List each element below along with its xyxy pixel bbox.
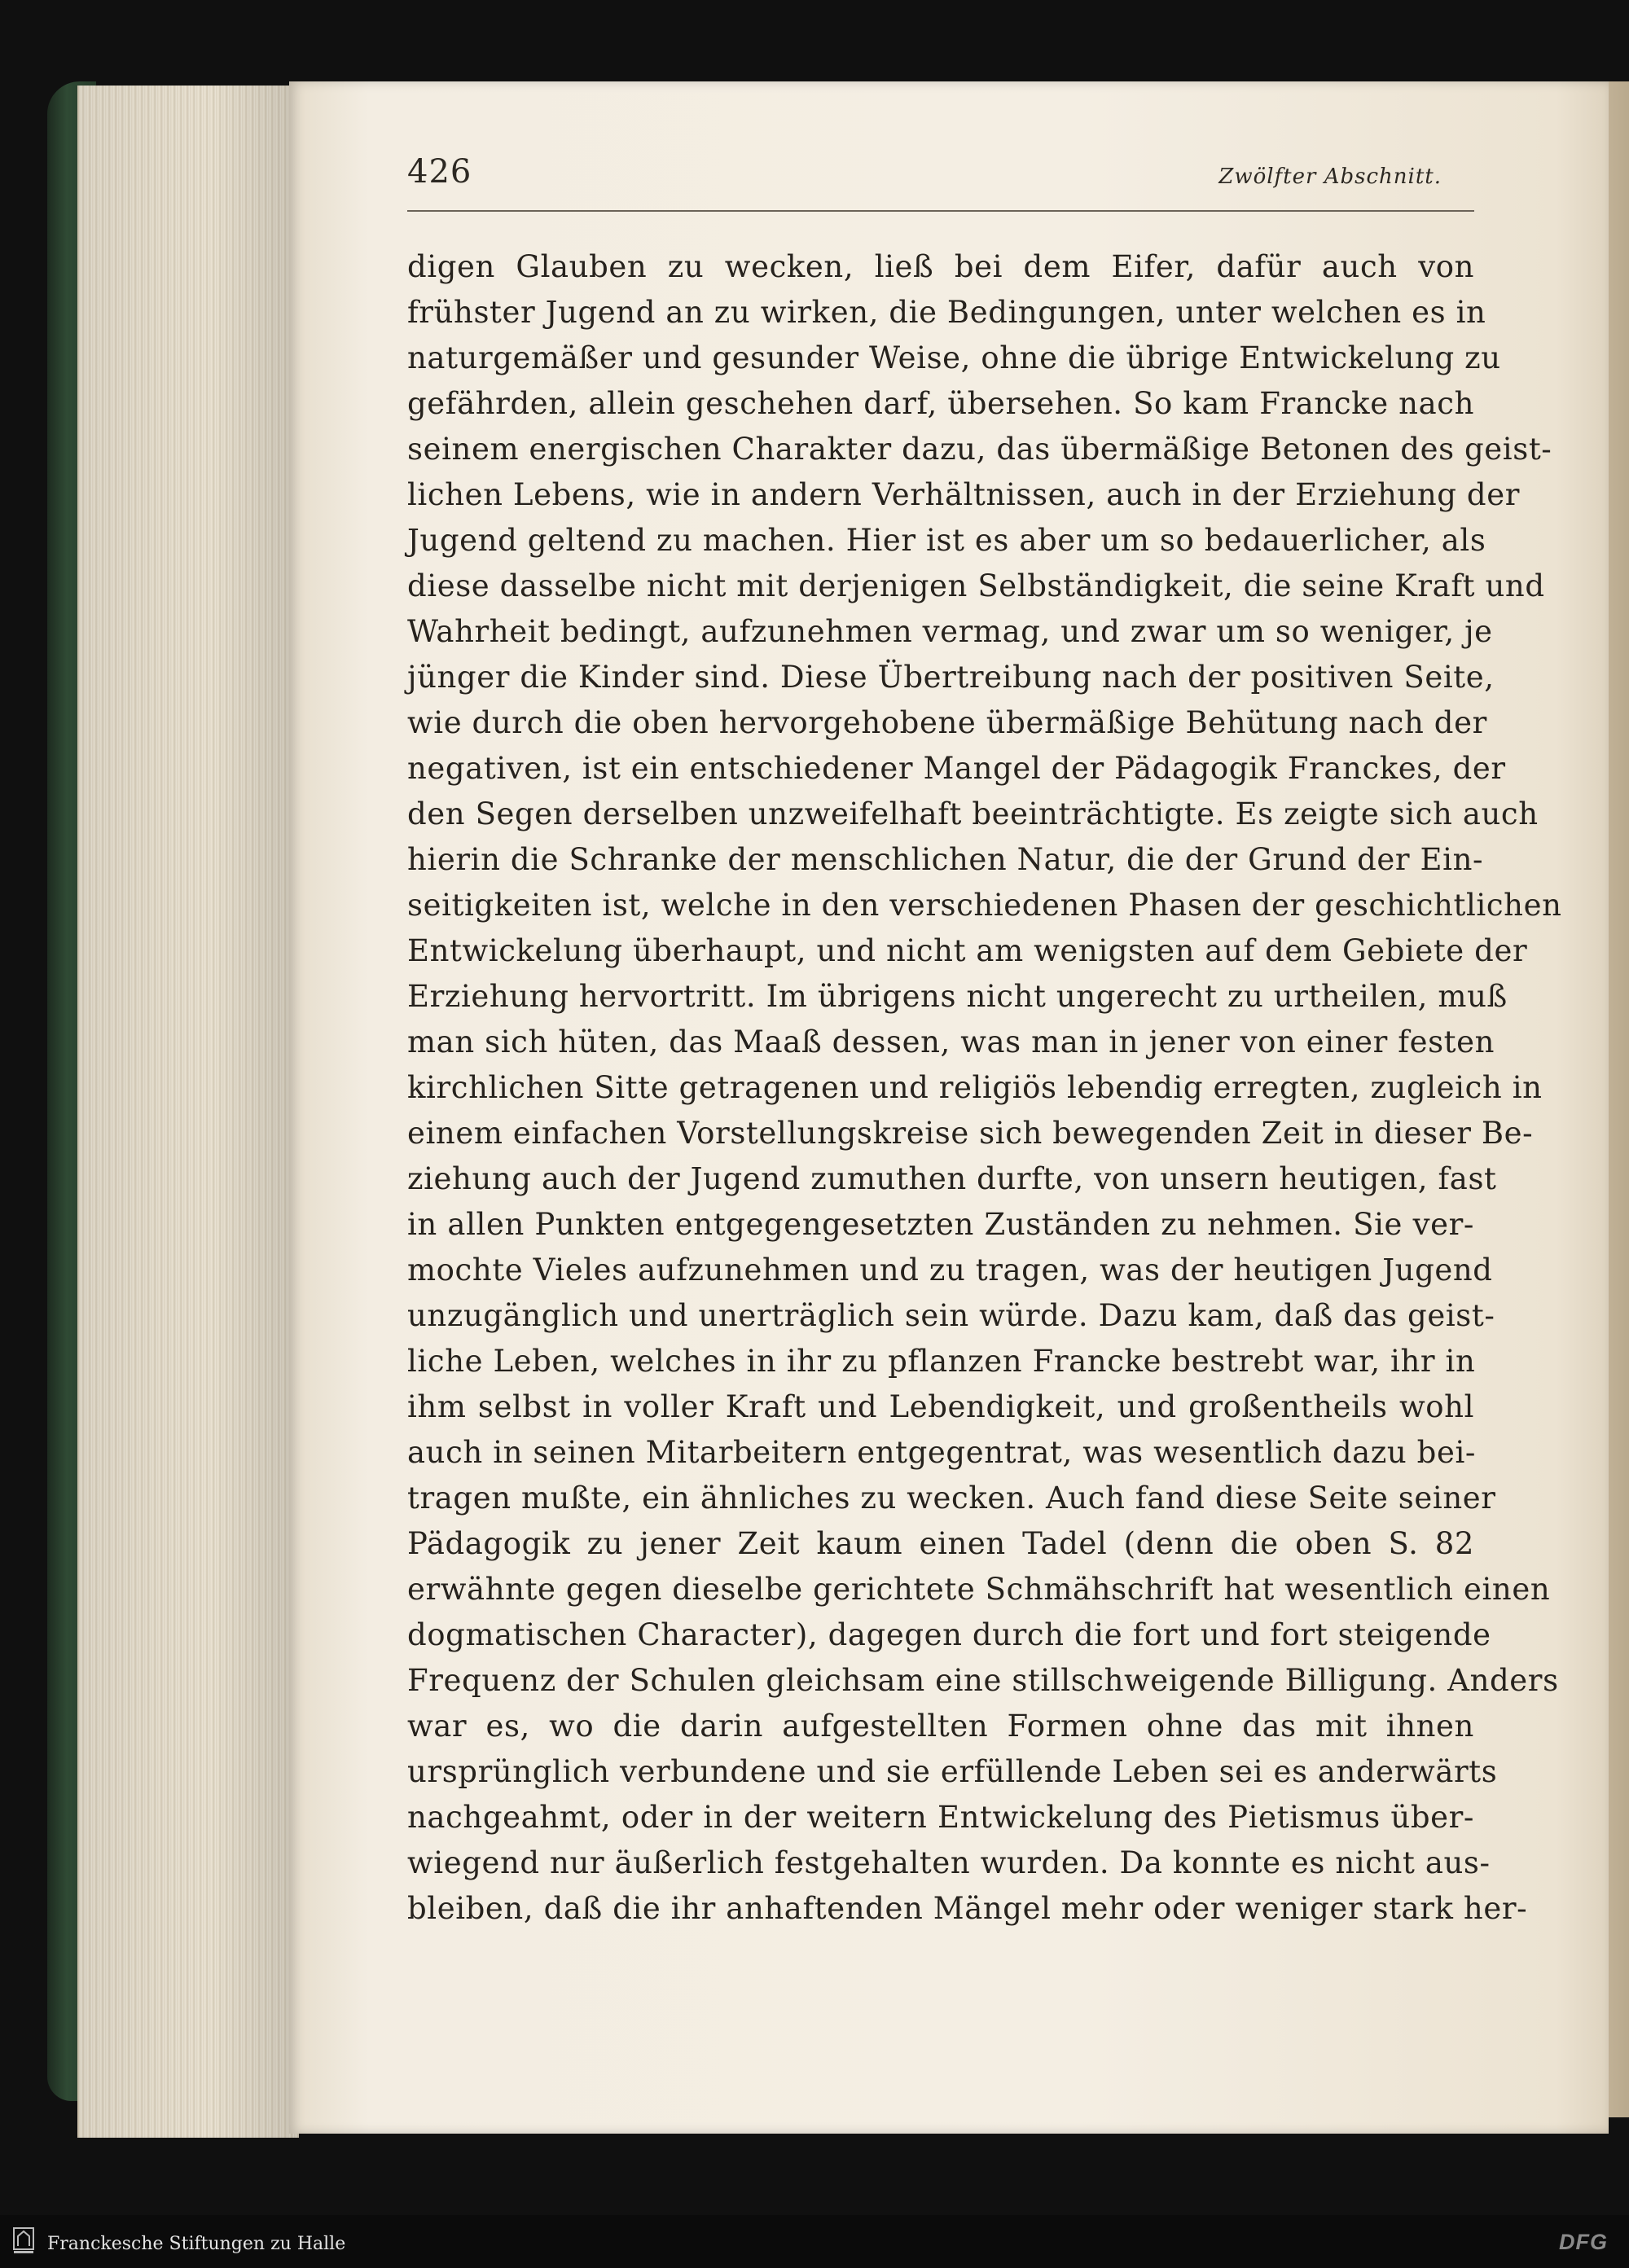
text-line: mochte Vieles aufzunehmen und zu tragen, was der heutigen Jugend	[407, 1252, 1493, 1288]
institution-logo-icon	[11, 2225, 36, 2257]
text-line: Wahrheit bedingt, aufzunehmen vermag, und zwar um so weniger, je	[407, 614, 1493, 649]
text-line: war es, wo die darin aufgestellten Formen ohne das mit ihnen	[407, 1709, 1474, 1744]
text-line: in allen Punkten entgegengesetzten Zuständen zu nehmen. Sie ver-	[407, 1207, 1474, 1242]
text-line: erwähnte gegen dieselbe gerichtete Schmähschrift hat wesentlich einen	[407, 1572, 1551, 1607]
text-line: negativen, ist ein entschiedener Mangel der Pädagogik Franckes, der	[407, 751, 1506, 786]
text-line: einem einfachen Vorstellungskreise sich bewegenden Zeit in dieser Be-	[407, 1116, 1534, 1151]
text-line: man sich hüten, das Maaß dessen, was man in jener von einer festen	[407, 1024, 1495, 1059]
text-line: ziehung auch der Jugend zumuthen durfte, von unsern heutigen, fast	[407, 1161, 1497, 1196]
text-line: wie durch die oben hervorgehobene übermäßige Behütung nach der	[407, 705, 1487, 740]
text-line: jünger die Kinder sind. Diese Übertreibung nach der positiven Seite,	[407, 660, 1495, 695]
text-line: wiegend nur äußerlich festgehalten wurden. Da konnte es nicht aus-	[407, 1845, 1491, 1880]
text-line: unzugänglich und unerträglich sein würde. Dazu kam, daß das geist-	[407, 1298, 1495, 1333]
text-line: bleiben, daß die ihr anhaftenden Mängel mehr oder weniger stark her-	[407, 1891, 1528, 1926]
text-line: digen Glauben zu wecken, ließ bei dem Eifer, dafür auch von	[407, 249, 1474, 284]
body-text	[407, 244, 1562, 1932]
text-line: diese dasselbe nicht mit derjenigen Selbständigkeit, die seine Kraft und	[407, 568, 1545, 603]
text-line: lichen Lebens, wie in andern Verhältnissen, auch in der Erziehung der	[407, 477, 1520, 512]
text-line: frühster Jugend an zu wirken, die Bedingungen, unter welchen es in	[407, 295, 1486, 330]
text-line: naturgemäßer und gesunder Weise, ohne die übrige Entwickelung zu	[407, 340, 1501, 375]
text-line: Jugend geltend zu machen. Hier ist es aber um so bedauerlicher, als	[407, 523, 1486, 558]
text-line: hierin die Schranke der menschlichen Natur, die der Grund der Ein-	[407, 842, 1484, 877]
text-line: gefährden, allein geschehen darf, übersehen. So kam Francke nach	[407, 386, 1474, 421]
text-line: Frequenz der Schulen gleichsam eine stillschweigende Billigung. Anders	[407, 1663, 1559, 1698]
institution-name: Franckesche Stiftungen zu Halle	[47, 2234, 346, 2254]
text-line: auch in seinen Mitarbeitern entgegentrat, was wesentlich dazu bei-	[407, 1435, 1476, 1470]
page-number: 426	[407, 153, 472, 191]
text-line: liche Leben, welches in ihr zu pflanzen Francke bestrebt war, ihr in	[407, 1344, 1476, 1379]
text-line: ursprünglich verbundene und sie erfüllende Leben sei es anderwärts	[407, 1754, 1498, 1789]
page-header	[407, 153, 1474, 212]
dfg-badge: DFG	[1559, 2230, 1608, 2254]
text-line: kirchlichen Sitte getragenen und religiös lebendig erregten, zugleich in	[407, 1070, 1543, 1105]
running-head: Zwölfter Abschnitt.	[1218, 165, 1442, 189]
text-line: ihm selbst in voller Kraft und Lebendigkeit, und großentheils wohl	[407, 1389, 1474, 1424]
text-line: den Segen derselben unzweifelhaft beeinträchtigte. Es zeigte sich auch	[407, 796, 1539, 831]
text-line: dogmatischen Character), dagegen durch die fort und fort steigende	[407, 1617, 1491, 1652]
text-line: tragen mußte, ein ähnliches zu wecken. Auch fand diese Seite seiner	[407, 1481, 1496, 1516]
text-line: nachgeahmt, oder in der weitern Entwickelung des Pietismus über-	[407, 1800, 1474, 1835]
text-line: seinem energischen Charakter dazu, das übermäßige Betonen des geist-	[407, 432, 1552, 467]
text-line: Entwickelung überhaupt, und nicht am wenigsten auf dem Gebiete der	[407, 933, 1528, 968]
text-line: Pädagogik zu jener Zeit kaum einen Tadel (denn die oben S. 82	[407, 1526, 1474, 1561]
text-line: seitigkeiten ist, welche in den verschiedenen Phasen der geschichtlichen	[407, 888, 1562, 923]
text-line: Erziehung hervortritt. Im übrigens nicht ungerecht zu urtheilen, muß	[407, 979, 1508, 1014]
page-block-edges	[77, 86, 299, 2138]
